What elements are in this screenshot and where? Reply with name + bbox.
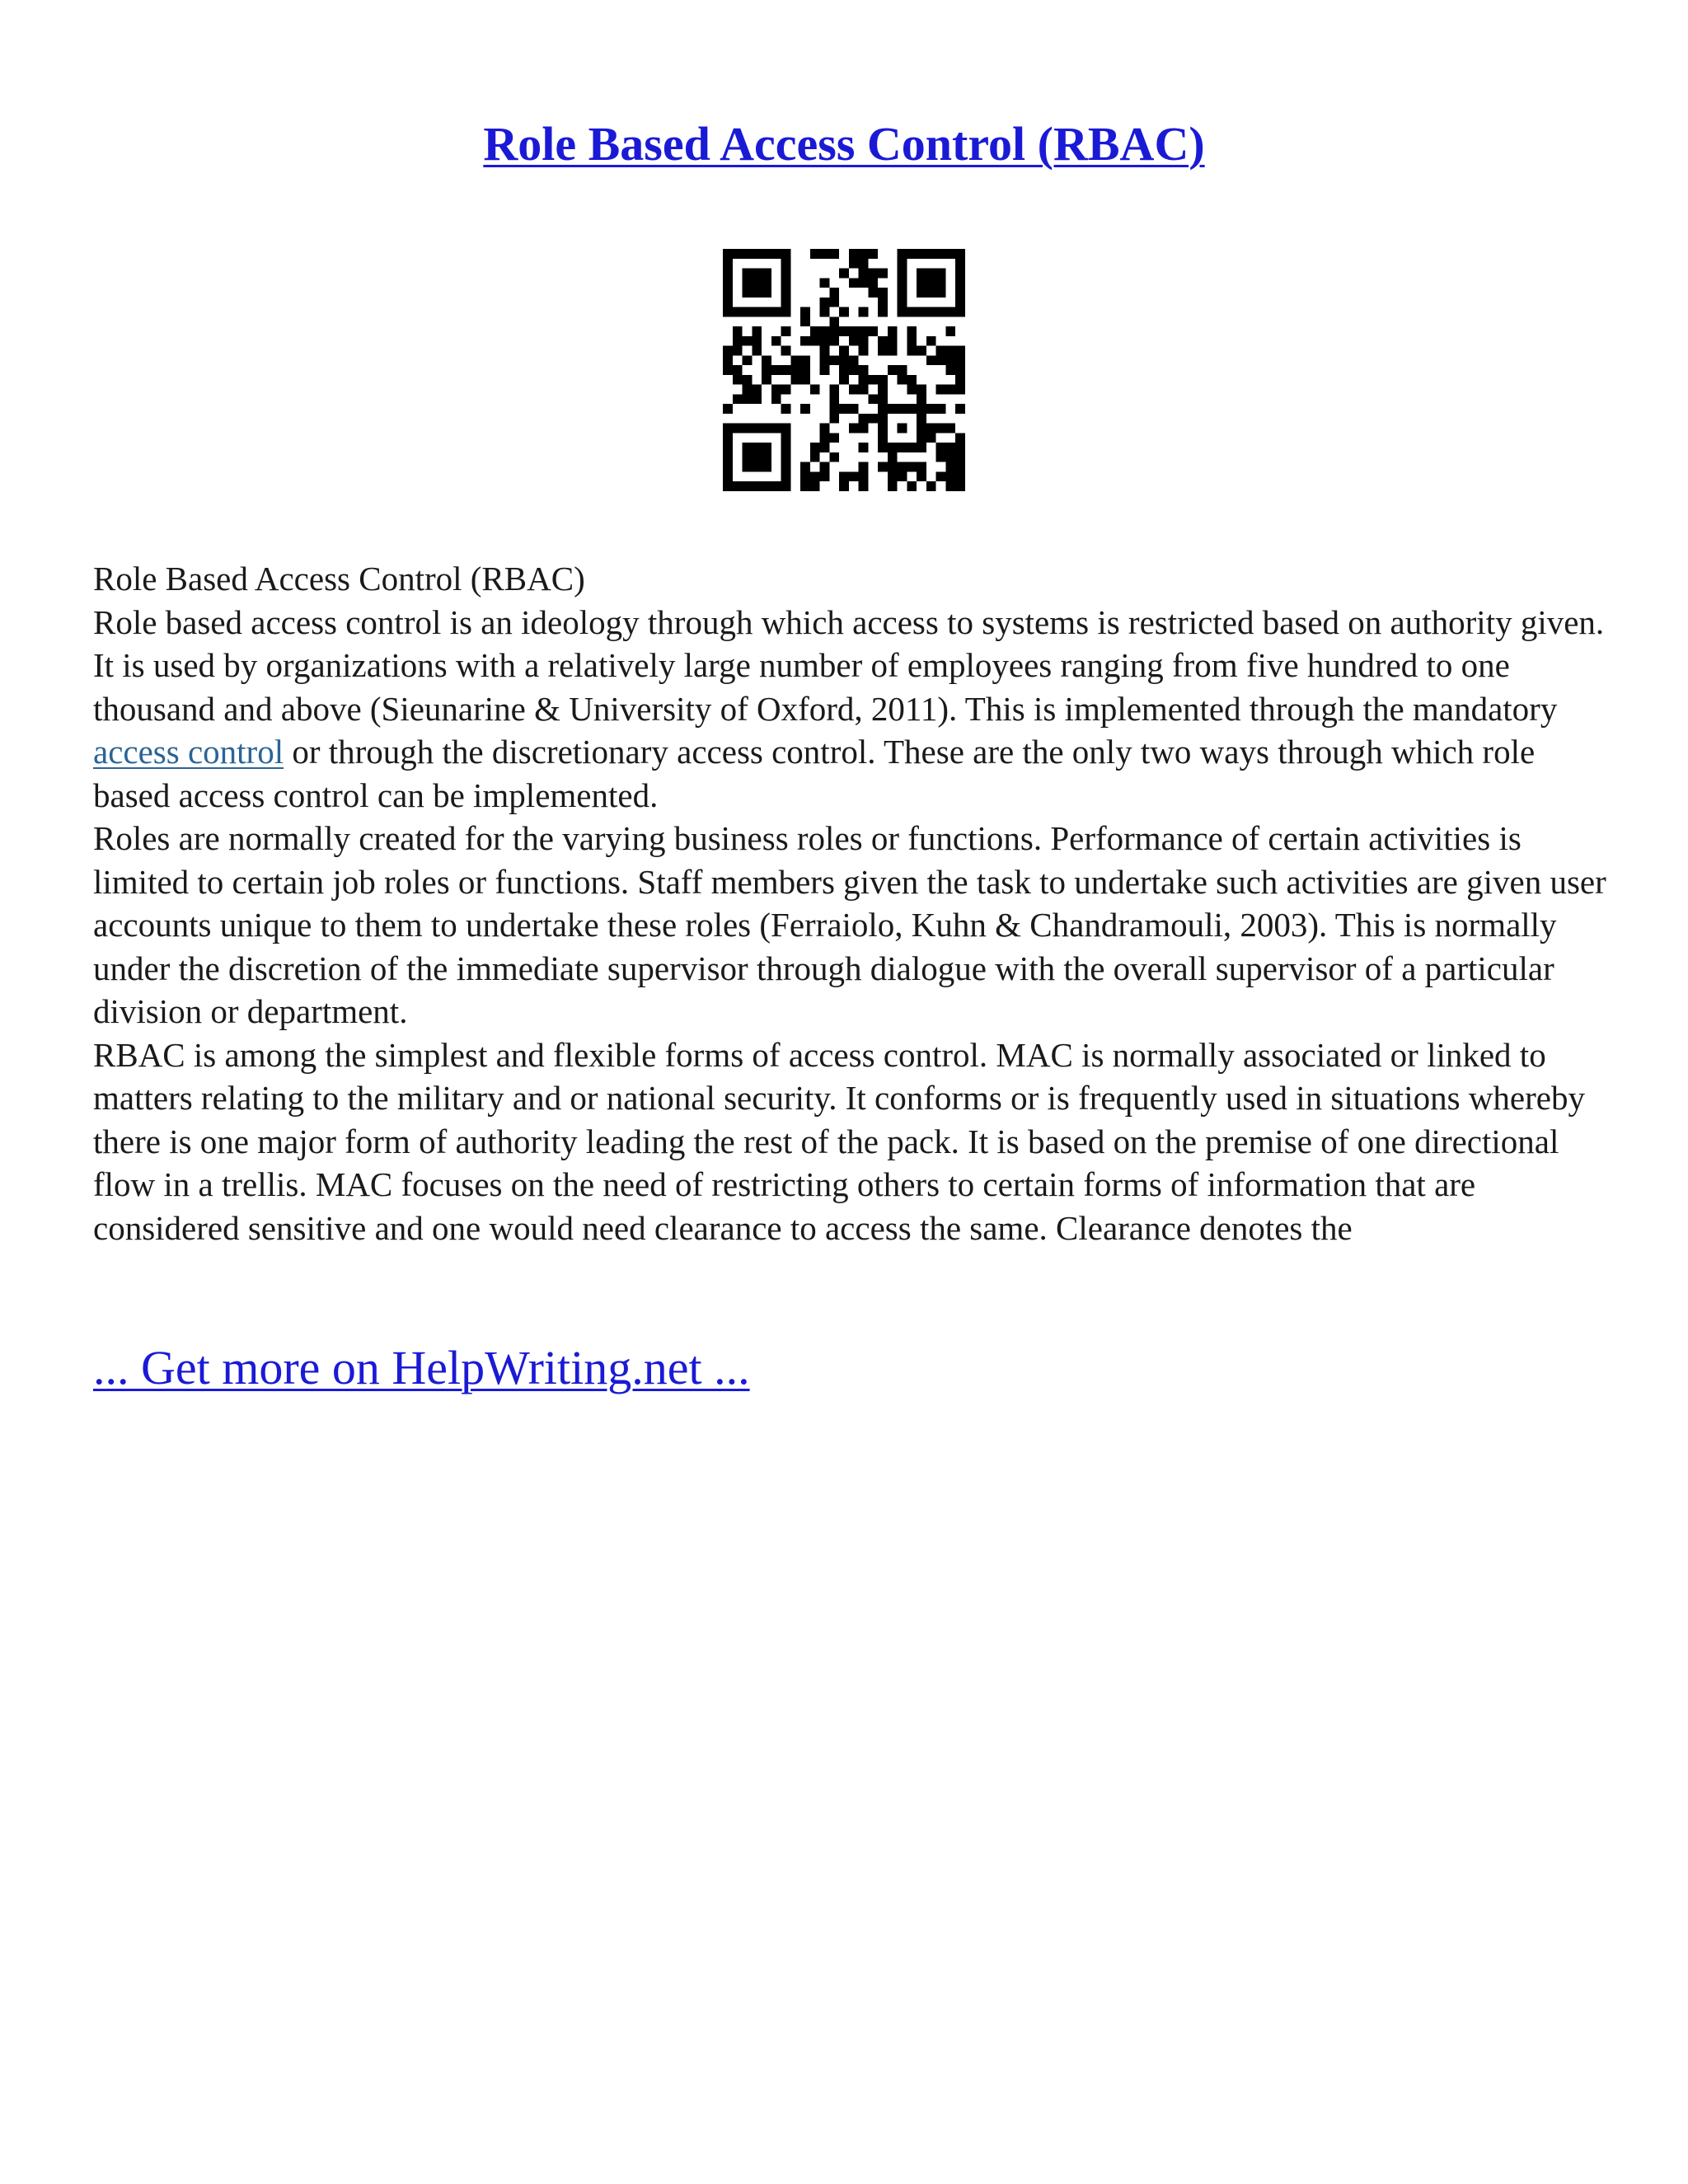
- get-more-link[interactable]: ... Get more on HelpWriting.net ...: [93, 1341, 750, 1394]
- paragraph-1-text-before: Role Based Access Control (RBAC) Role based access control is an ideology through which access to systems is restricted based on authority given. It is used by organizations with a relatively large number of employees ranging from five hundred to one thousand and above (Sieunarine & University of Oxford, 2011). This is implemented through the mandatory: [93, 560, 1605, 728]
- paragraph-1-text-after: or through the discretionary access control. These are the only two ways through which role based access control can be implemented.: [93, 733, 1536, 814]
- paragraph-1: [93, 557, 1618, 817]
- article-body: [93, 557, 1618, 1249]
- document-title: [0, 111, 1688, 177]
- qr-code-icon: [723, 249, 965, 491]
- access-control-link[interactable]: access control: [93, 733, 284, 771]
- paragraph-2: Roles are normally created for the varying business roles or functions. Performance of certain activities is limited to certain job roles or functions. Staff members given the task to undertake such activities are given user accounts unique to them to undertake these roles (Ferraiolo, Kuhn & Chandramouli, 2003). This is normally under the discretion of the immediate supervisor through dialogue with the overall supervisor of a particular division or department.: [93, 819, 1606, 1030]
- get-more-link-wrapper: [93, 1335, 750, 1401]
- title-link[interactable]: Role Based Access Control (RBAC): [483, 117, 1205, 171]
- paragraph-3: RBAC is among the simplest and flexible forms of access control. MAC is normally associated or linked to matters relating to the military and or national security. It conforms or is frequently used in situations whereby there is one major form of authority leading the rest of the pack. It is based on the premise of one directional flow in a trellis. MAC focuses on the need of restricting others to certain forms of information that are considered sensitive and one would need clearance to access the same. Clearance denotes the: [93, 1035, 1585, 1247]
